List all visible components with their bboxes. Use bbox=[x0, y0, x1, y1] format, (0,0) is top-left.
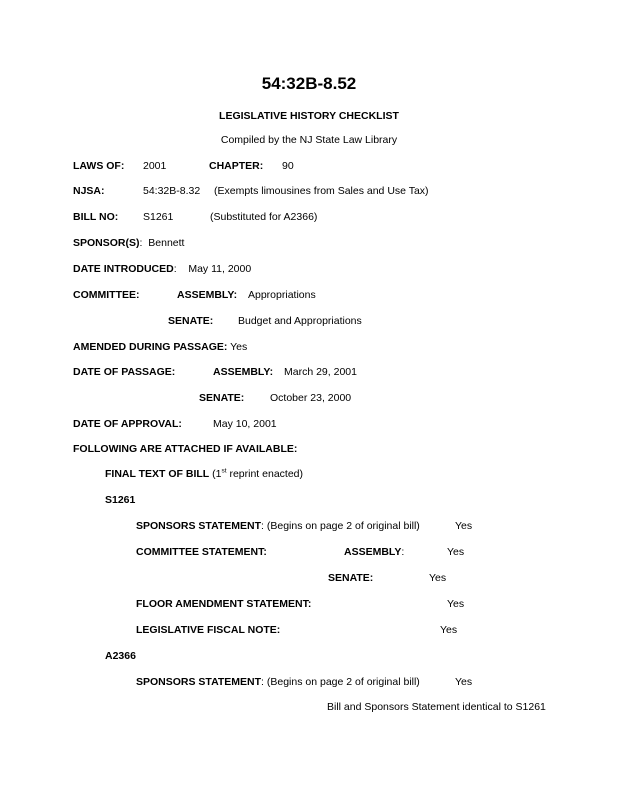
s1261-fiscal-note-label: LEGISLATIVE FISCAL NOTE: bbox=[136, 624, 281, 636]
s1261-assembly-colon: : bbox=[401, 546, 405, 558]
approval-value: May 10, 2001 bbox=[213, 418, 277, 430]
attached-heading: FOLLOWING ARE ATTACHED IF AVAILABLE: bbox=[73, 443, 298, 455]
s1261-assembly-label: ASSEMBLY bbox=[344, 546, 402, 558]
a2366-identical-note: Bill and Sponsors Statement identical to S1261 bbox=[327, 701, 546, 713]
s1261-senate-value: Yes bbox=[429, 572, 447, 584]
date-introduced-value: May 11, 2000 bbox=[188, 263, 252, 275]
a2366-sponsors-statement-note: : (Begins on page 2 of original bill) bbox=[261, 676, 420, 688]
committee-senate-label: SENATE: bbox=[168, 315, 214, 327]
amended-label: AMENDED DURING PASSAGE: bbox=[73, 341, 228, 353]
committee-senate-value: Budget and Appropriations bbox=[238, 315, 362, 327]
final-text-sup: st bbox=[221, 467, 227, 475]
a2366-sponsors-statement-row bbox=[136, 676, 420, 689]
final-text-post: reprint enacted) bbox=[226, 468, 304, 480]
bill-no-value: S1261 bbox=[143, 211, 174, 223]
chapter-value: 90 bbox=[282, 160, 294, 172]
passage-label: DATE OF PASSAGE: bbox=[73, 366, 176, 378]
njsa-note: (Exempts limousines from Sales and Use Tax) bbox=[214, 185, 429, 197]
passage-assembly-label: ASSEMBLY: bbox=[213, 366, 274, 378]
s1261-fiscal-note-value: Yes bbox=[440, 624, 458, 636]
passage-senate-value: October 23, 2000 bbox=[270, 392, 352, 404]
passage-assembly-value: March 29, 2001 bbox=[284, 366, 357, 378]
sponsors-value: Bennett bbox=[148, 237, 185, 249]
amended-value: Yes bbox=[230, 341, 248, 353]
sponsors-row: SPONSOR(S): Bennett bbox=[73, 237, 185, 249]
amended-row bbox=[73, 341, 247, 354]
s1261-label: S1261 bbox=[105, 494, 136, 506]
bill-no-label: BILL NO: bbox=[73, 211, 119, 223]
final-text-row bbox=[105, 468, 303, 481]
s1261-floor-amendment-label: FLOOR AMENDMENT STATEMENT: bbox=[136, 598, 312, 610]
final-text-label: FINAL TEXT OF BILL bbox=[105, 468, 210, 480]
date-introduced-label: DATE INTRODUCED bbox=[73, 263, 174, 275]
passage-senate-label: SENATE: bbox=[199, 392, 245, 404]
njsa-value: 54:32B-8.32 bbox=[143, 185, 201, 197]
a2366-sponsors-statement-label: SPONSORS STATEMENT bbox=[136, 676, 262, 688]
laws-of-label: LAWS OF: bbox=[73, 160, 125, 172]
checklist-heading: LEGISLATIVE HISTORY CHECKLIST bbox=[219, 110, 399, 122]
s1261-sponsors-statement-value: Yes bbox=[455, 520, 473, 532]
a2366-sponsors-statement-value: Yes bbox=[455, 676, 473, 688]
sponsors-label: SPONSOR(S) bbox=[73, 237, 140, 249]
bill-no-note: (Substituted for A2366) bbox=[210, 211, 318, 223]
s1261-committee-statement-label: COMMITTEE STATEMENT: bbox=[136, 546, 267, 558]
approval-label: DATE OF APPROVAL: bbox=[73, 418, 182, 430]
s1261-senate-label: SENATE: bbox=[328, 572, 374, 584]
compiled-by: Compiled by the NJ State Law Library bbox=[220, 134, 398, 146]
statute-title: 54:32B-8.52 bbox=[261, 74, 357, 93]
committee-label: COMMITTEE: bbox=[73, 289, 140, 301]
committee-assembly-value: Appropriations bbox=[248, 289, 316, 301]
final-text-pre: (1 bbox=[212, 468, 222, 480]
s1261-assembly-value: Yes bbox=[447, 546, 465, 558]
committee-assembly-label: ASSEMBLY: bbox=[177, 289, 238, 301]
s1261-floor-amendment-value: Yes bbox=[447, 598, 465, 610]
date-introduced-row: DATE INTRODUCED: May 11, 2000 bbox=[73, 263, 252, 275]
njsa-label: NJSA: bbox=[73, 185, 105, 197]
s1261-sponsors-statement-row bbox=[136, 520, 420, 533]
a2366-label: A2366 bbox=[105, 650, 136, 662]
chapter-label: CHAPTER: bbox=[209, 160, 264, 172]
s1261-sponsors-statement-note: : (Begins on page 2 of original bill) bbox=[261, 520, 420, 532]
laws-of-value: 2001 bbox=[143, 160, 167, 172]
s1261-assembly-row bbox=[344, 546, 404, 559]
s1261-sponsors-statement-label: SPONSORS STATEMENT bbox=[136, 520, 262, 532]
